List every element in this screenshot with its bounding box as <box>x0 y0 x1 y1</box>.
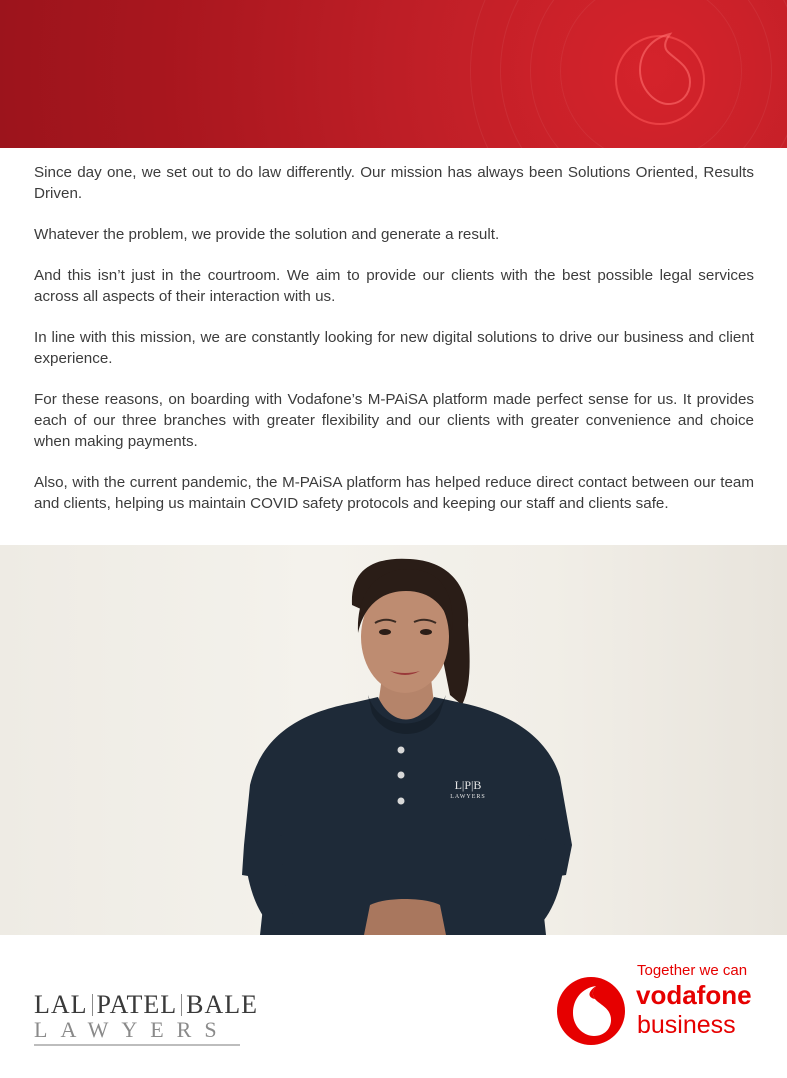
vodafone-tagline: Together we can <box>637 962 748 979</box>
paragraph-1: Since day one, we set out to do law differently. Our mission has always been Solutions Oriented, Results Driven. <box>34 164 754 202</box>
vodafone-business: business <box>637 1011 736 1039</box>
header-banner <box>0 0 787 148</box>
paragraph-5: For these reasons, on boarding with Vodafone’s M-PAiSA platform made perfect sense for us. It provides each of our three branches with greater flexibility and our clients with greater convenience and choice when making payments. <box>34 391 754 450</box>
lpb-divider <box>181 994 182 1016</box>
shirt-logo-mark: L|P|B <box>454 778 482 792</box>
lpb-logo-names <box>34 990 259 1019</box>
paragraph-4: In line with this mission, we are constantly looking for new digital solutions to drive our business and client experience. <box>34 329 754 367</box>
lpb-name-patel: PATEL <box>96 990 178 1019</box>
shirt-logo-text: LAWYERS <box>450 794 486 800</box>
staff-photo <box>0 545 787 935</box>
lpb-logo-lawyers: LAWYERS <box>34 1017 230 1042</box>
lal-patel-bale-logo <box>34 990 259 1052</box>
paragraph-2: Whatever the problem, we provide the solution and generate a result. <box>34 226 500 243</box>
lpb-name-lal: LAL <box>34 990 88 1019</box>
paragraph-3: And this isn’t just in the courtroom. We aim to provide our clients with the best possible legal services across all aspects of their interaction with us. <box>34 267 754 305</box>
vodafone-brand: vodafone <box>636 980 752 1010</box>
paragraph-6: Also, with the current pandemic, the M-PAiSA platform has helped reduce direct contact between our team and clients, helping us maintain COVID safety protocols and keeping our staff and clients safe. <box>34 474 754 512</box>
lpb-divider <box>92 994 93 1016</box>
article-body <box>34 162 754 534</box>
vodafone-speechmark-icon <box>600 8 720 148</box>
vodafone-logo-icon <box>556 976 626 1046</box>
lpb-logo-rule <box>34 1044 240 1046</box>
lpb-name-bale: BALE <box>186 990 259 1019</box>
